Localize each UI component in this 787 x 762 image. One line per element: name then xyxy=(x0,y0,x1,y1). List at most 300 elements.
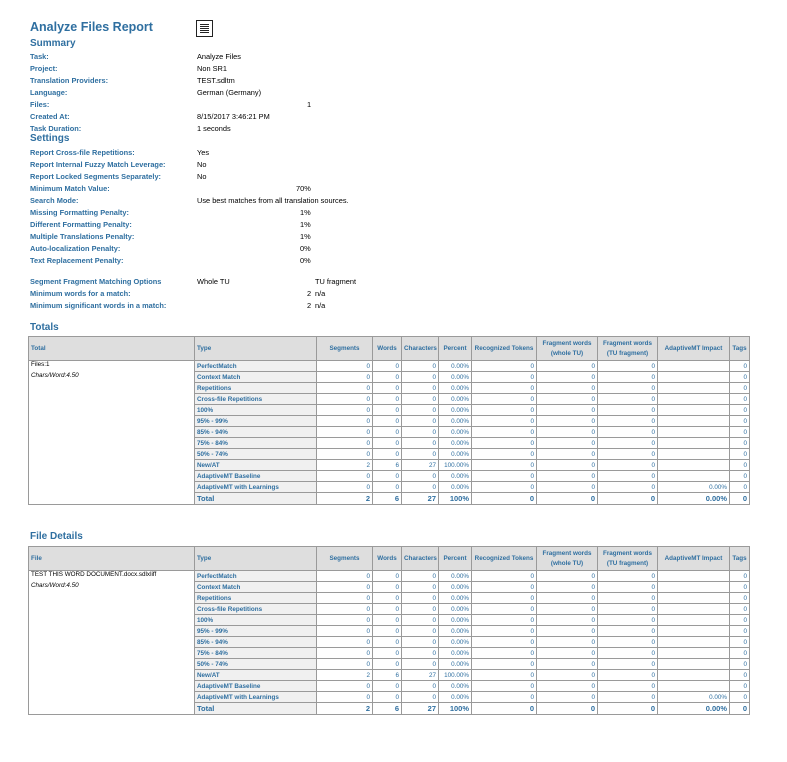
row-value-cell: 0 xyxy=(472,427,537,438)
row-value-cell: 0 xyxy=(472,604,537,615)
summary-value: 1 seconds xyxy=(197,124,231,133)
row-value-cell: 0.00% xyxy=(439,659,472,670)
row-value-cell: 0 xyxy=(730,626,750,637)
column-header: Type xyxy=(195,547,317,571)
total-value-cell: 0 xyxy=(730,493,750,505)
row-value-cell xyxy=(658,615,730,626)
row-value-cell xyxy=(658,427,730,438)
column-header: Segments xyxy=(317,547,373,571)
row-value-cell: 0 xyxy=(317,681,373,692)
row-type-cell: 95% - 99% xyxy=(195,416,317,427)
row-value-cell: 0 xyxy=(598,604,658,615)
file-details-chars-per-word-cell: Chars/Word:4.50 xyxy=(29,582,195,715)
row-value-cell: 0 xyxy=(402,383,439,394)
row-value-cell: 0 xyxy=(402,582,439,593)
row-value-cell: 0 xyxy=(730,648,750,659)
row-value-cell xyxy=(658,449,730,460)
row-value-cell: 0 xyxy=(373,626,402,637)
column-header: Fragment words (whole TU) xyxy=(537,547,598,571)
fragment-options-label: Segment Fragment Matching Options xyxy=(30,277,162,286)
row-value-cell: 0 xyxy=(730,615,750,626)
row-value-cell: 0 xyxy=(402,482,439,493)
fragment-option-tu-value: n/a xyxy=(315,289,326,298)
total-value-cell: 27 xyxy=(402,703,439,715)
file-details-table xyxy=(28,546,750,715)
row-value-cell: 0 xyxy=(402,394,439,405)
row-value-cell: 0 xyxy=(472,582,537,593)
row-value-cell: 0.00% xyxy=(439,626,472,637)
summary-value: 1 xyxy=(307,100,312,109)
row-value-cell: 0 xyxy=(317,648,373,659)
row-value-cell: 0.00% xyxy=(658,482,730,493)
row-value-cell: 0 xyxy=(317,626,373,637)
row-value-cell: 0 xyxy=(472,394,537,405)
row-value-cell xyxy=(658,582,730,593)
row-value-cell: 0 xyxy=(537,471,598,482)
row-value-cell: 0 xyxy=(373,593,402,604)
row-value-cell: 0 xyxy=(373,449,402,460)
row-value-cell: 0 xyxy=(730,582,750,593)
row-value-cell: 0 xyxy=(537,416,598,427)
row-type-cell: Repetitions xyxy=(195,383,317,394)
row-value-cell: 0 xyxy=(317,593,373,604)
column-header: Recognized Tokens xyxy=(472,337,537,361)
row-value-cell: 0 xyxy=(598,460,658,471)
row-type-cell: 100% xyxy=(195,615,317,626)
settings-value: 0% xyxy=(300,244,311,253)
row-value-cell: 0 xyxy=(537,482,598,493)
column-header: Words xyxy=(373,547,402,571)
row-value-cell: 0 xyxy=(598,659,658,670)
fragment-col-tu-fragment: TU fragment xyxy=(315,277,357,286)
total-value-cell: 27 xyxy=(402,493,439,505)
row-value-cell: 0 xyxy=(402,659,439,670)
settings-value: 70% xyxy=(296,184,311,193)
row-value-cell xyxy=(658,372,730,383)
row-value-cell: 0.00% xyxy=(439,615,472,626)
row-type-cell: 75% - 84% xyxy=(195,648,317,659)
row-value-cell: 0 xyxy=(472,593,537,604)
row-value-cell: 0 xyxy=(472,449,537,460)
row-value-cell: 0 xyxy=(537,571,598,582)
row-value-cell: 0.00% xyxy=(439,471,472,482)
row-value-cell: 0 xyxy=(472,615,537,626)
total-value-cell: 0 xyxy=(598,703,658,715)
row-value-cell: 0 xyxy=(472,637,537,648)
row-value-cell: 0 xyxy=(537,383,598,394)
table-row xyxy=(29,571,750,582)
row-value-cell: 0 xyxy=(373,471,402,482)
column-header: Characters xyxy=(402,337,439,361)
settings-value: Use best matches from all translation sources. xyxy=(197,196,349,205)
summary-value: German (Germany) xyxy=(197,88,262,97)
row-type-cell: AdaptiveMT with Learnings xyxy=(195,692,317,703)
row-value-cell: 0 xyxy=(317,372,373,383)
row-value-cell: 0 xyxy=(730,416,750,427)
row-value-cell: 0 xyxy=(730,659,750,670)
column-header: Recognized Tokens xyxy=(472,547,537,571)
row-value-cell: 0 xyxy=(730,438,750,449)
row-value-cell: 0 xyxy=(402,604,439,615)
row-value-cell: 0 xyxy=(537,692,598,703)
column-header: Segments xyxy=(317,337,373,361)
row-value-cell xyxy=(658,626,730,637)
row-value-cell: 0.00% xyxy=(439,416,472,427)
column-header: Characters xyxy=(402,547,439,571)
row-value-cell: 0 xyxy=(317,394,373,405)
row-value-cell: 6 xyxy=(373,670,402,681)
settings-value: Yes xyxy=(197,148,210,157)
row-value-cell: 0 xyxy=(373,681,402,692)
row-value-cell: 0 xyxy=(472,460,537,471)
row-value-cell: 0 xyxy=(373,615,402,626)
report-title: Analyze Files Report xyxy=(30,20,153,34)
settings-label: Report Internal Fuzzy Match Leverage: xyxy=(30,160,166,169)
row-value-cell: 0 xyxy=(730,427,750,438)
row-value-cell: 0 xyxy=(598,438,658,449)
row-value-cell: 0 xyxy=(402,405,439,416)
row-value-cell: 0 xyxy=(598,571,658,582)
row-type-cell: Cross-file Repetitions xyxy=(195,394,317,405)
row-value-cell: 0 xyxy=(537,460,598,471)
row-type-cell: 85% - 94% xyxy=(195,427,317,438)
column-header: AdaptiveMT Impact xyxy=(658,337,730,361)
row-value-cell: 0.00% xyxy=(439,637,472,648)
row-value-cell: 0 xyxy=(402,648,439,659)
fragment-option-tu-value: n/a xyxy=(315,301,326,310)
row-value-cell: 0 xyxy=(472,471,537,482)
row-value-cell: 0.00% xyxy=(439,571,472,582)
row-type-cell: PerfectMatch xyxy=(195,571,317,582)
row-value-cell: 0 xyxy=(598,372,658,383)
row-value-cell: 0 xyxy=(472,372,537,383)
row-value-cell: 0 xyxy=(730,449,750,460)
row-type-cell: 95% - 99% xyxy=(195,626,317,637)
settings-value: 1% xyxy=(300,208,311,217)
row-value-cell: 6 xyxy=(373,460,402,471)
row-value-cell: 0 xyxy=(373,582,402,593)
row-value-cell: 0 xyxy=(317,438,373,449)
row-type-cell: Total xyxy=(195,703,317,715)
row-value-cell: 0 xyxy=(402,692,439,703)
row-value-cell: 0 xyxy=(537,427,598,438)
row-value-cell: 0 xyxy=(373,405,402,416)
row-value-cell: 100.00% xyxy=(439,460,472,471)
row-value-cell: 0 xyxy=(730,681,750,692)
totals-name-cell: Files:1 xyxy=(29,361,195,372)
settings-label: Minimum Match Value: xyxy=(30,184,110,193)
row-value-cell: 0 xyxy=(598,471,658,482)
summary-label: Project: xyxy=(30,64,58,73)
row-value-cell: 0 xyxy=(537,648,598,659)
total-value-cell: 0.00% xyxy=(658,493,730,505)
row-value-cell: 100.00% xyxy=(439,670,472,681)
row-value-cell: 0 xyxy=(317,405,373,416)
row-value-cell: 0 xyxy=(402,471,439,482)
row-value-cell xyxy=(658,571,730,582)
summary-label: Created At: xyxy=(30,112,70,121)
row-value-cell: 0 xyxy=(317,604,373,615)
row-value-cell: 0.00% xyxy=(439,361,472,372)
column-header: Tags xyxy=(730,337,750,361)
row-value-cell: 0 xyxy=(317,659,373,670)
row-value-cell: 0 xyxy=(373,659,402,670)
row-value-cell: 0 xyxy=(730,604,750,615)
row-value-cell: 2 xyxy=(317,460,373,471)
row-value-cell: 0 xyxy=(317,692,373,703)
row-value-cell: 0 xyxy=(317,482,373,493)
row-value-cell: 0 xyxy=(472,482,537,493)
total-value-cell: 2 xyxy=(317,703,373,715)
row-type-cell: AdaptiveMT Baseline xyxy=(195,471,317,482)
totals-heading: Totals xyxy=(30,322,59,333)
column-header: AdaptiveMT Impact xyxy=(658,547,730,571)
file-details-name-cell: TEST THIS WORD DOCUMENT.docx.sdlxliff xyxy=(29,571,195,582)
row-value-cell: 0 xyxy=(472,383,537,394)
row-value-cell: 0 xyxy=(402,571,439,582)
row-value-cell: 0 xyxy=(537,449,598,460)
row-value-cell: 0 xyxy=(402,449,439,460)
row-value-cell: 0 xyxy=(730,460,750,471)
row-value-cell: 0 xyxy=(317,427,373,438)
row-value-cell: 0 xyxy=(598,692,658,703)
row-value-cell: 0.00% xyxy=(439,405,472,416)
row-value-cell: 0 xyxy=(373,637,402,648)
row-value-cell: 0 xyxy=(317,449,373,460)
row-value-cell: 0.00% xyxy=(658,692,730,703)
row-value-cell: 0 xyxy=(730,405,750,416)
row-value-cell: 0 xyxy=(537,582,598,593)
row-value-cell xyxy=(658,416,730,427)
row-value-cell: 0 xyxy=(598,416,658,427)
row-value-cell: 0 xyxy=(373,482,402,493)
row-value-cell: 0 xyxy=(730,394,750,405)
row-value-cell: 0 xyxy=(598,383,658,394)
row-value-cell: 0 xyxy=(317,637,373,648)
row-value-cell: 0 xyxy=(373,361,402,372)
column-header: Fragment words (whole TU) xyxy=(537,337,598,361)
row-type-cell: Cross-file Repetitions xyxy=(195,604,317,615)
totals-first-column-header: Total xyxy=(29,337,195,361)
row-value-cell: 0 xyxy=(730,361,750,372)
summary-value: Analyze Files xyxy=(197,52,241,61)
row-value-cell: 0 xyxy=(373,383,402,394)
row-value-cell: 0 xyxy=(730,471,750,482)
row-value-cell: 0 xyxy=(373,394,402,405)
fragment-option-whole-value: 2 xyxy=(307,289,312,298)
row-value-cell: 0 xyxy=(537,405,598,416)
fragment-option-label: Minimum significant words in a match: xyxy=(30,301,167,310)
row-type-cell: Context Match xyxy=(195,372,317,383)
row-value-cell: 0 xyxy=(598,626,658,637)
column-header: Fragment words (TU fragment) xyxy=(598,547,658,571)
row-value-cell: 0 xyxy=(598,482,658,493)
row-value-cell: 0 xyxy=(373,648,402,659)
settings-label: Report Locked Segments Separately: xyxy=(30,172,162,181)
table-row xyxy=(29,361,750,372)
settings-value: No xyxy=(197,160,207,169)
row-value-cell: 0.00% xyxy=(439,593,472,604)
row-value-cell: 0 xyxy=(317,361,373,372)
row-value-cell: 0 xyxy=(472,438,537,449)
column-header: Percent xyxy=(439,547,472,571)
row-value-cell: 0 xyxy=(598,405,658,416)
settings-label: Multiple Translations Penalty: xyxy=(30,232,135,241)
summary-label: Task: xyxy=(30,52,49,61)
settings-value: 1% xyxy=(300,232,311,241)
total-value-cell: 0.00% xyxy=(658,703,730,715)
row-value-cell: 0.00% xyxy=(439,692,472,703)
row-type-cell: Total xyxy=(195,493,317,505)
total-value-cell: 0 xyxy=(472,703,537,715)
row-value-cell: 0.00% xyxy=(439,482,472,493)
row-value-cell: 0.00% xyxy=(439,604,472,615)
row-value-cell: 0 xyxy=(402,372,439,383)
settings-value: 1% xyxy=(300,220,311,229)
row-value-cell: 0 xyxy=(537,637,598,648)
summary-label: Language: xyxy=(30,88,68,97)
column-header: Words xyxy=(373,337,402,361)
row-value-cell: 0 xyxy=(730,482,750,493)
fragment-option-whole-value: 2 xyxy=(307,301,312,310)
row-value-cell xyxy=(658,383,730,394)
summary-value: Non SR1 xyxy=(197,64,227,73)
row-value-cell: 0 xyxy=(598,394,658,405)
row-value-cell: 0 xyxy=(373,604,402,615)
row-value-cell xyxy=(658,659,730,670)
row-type-cell: AdaptiveMT with Learnings xyxy=(195,482,317,493)
row-value-cell: 0 xyxy=(472,571,537,582)
row-type-cell: Context Match xyxy=(195,582,317,593)
summary-value: TEST.sdltm xyxy=(197,76,235,85)
row-value-cell: 0 xyxy=(537,593,598,604)
total-value-cell: 100% xyxy=(439,703,472,715)
row-value-cell: 0 xyxy=(373,692,402,703)
row-value-cell: 0 xyxy=(373,427,402,438)
total-value-cell: 6 xyxy=(373,493,402,505)
row-value-cell: 0 xyxy=(730,372,750,383)
row-value-cell xyxy=(658,438,730,449)
row-value-cell xyxy=(658,460,730,471)
row-value-cell: 0 xyxy=(598,361,658,372)
row-value-cell: 0 xyxy=(537,626,598,637)
row-type-cell: Repetitions xyxy=(195,593,317,604)
row-value-cell: 0 xyxy=(402,681,439,692)
row-value-cell: 0 xyxy=(598,427,658,438)
row-value-cell: 0 xyxy=(537,670,598,681)
row-value-cell: 0 xyxy=(402,593,439,604)
row-value-cell xyxy=(658,681,730,692)
settings-label: Search Mode: xyxy=(30,196,79,205)
row-value-cell: 0 xyxy=(537,372,598,383)
fragment-col-whole-tu: Whole TU xyxy=(197,277,230,286)
row-value-cell: 0 xyxy=(472,659,537,670)
row-value-cell: 0.00% xyxy=(439,438,472,449)
row-value-cell: 0 xyxy=(730,571,750,582)
total-value-cell: 2 xyxy=(317,493,373,505)
column-header: Type xyxy=(195,337,317,361)
row-value-cell xyxy=(658,471,730,482)
row-type-cell: PerfectMatch xyxy=(195,361,317,372)
row-value-cell: 0 xyxy=(472,416,537,427)
summary-label: Task Duration: xyxy=(30,124,82,133)
column-header: Percent xyxy=(439,337,472,361)
row-value-cell: 0 xyxy=(730,692,750,703)
row-type-cell: New/AT xyxy=(195,670,317,681)
row-value-cell: 0 xyxy=(598,593,658,604)
settings-label: Missing Formatting Penalty: xyxy=(30,208,129,217)
row-value-cell: 0 xyxy=(373,571,402,582)
row-value-cell: 0.00% xyxy=(439,383,472,394)
row-value-cell: 0 xyxy=(730,637,750,648)
row-value-cell: 2 xyxy=(317,670,373,681)
row-value-cell: 0 xyxy=(598,615,658,626)
row-value-cell: 0.00% xyxy=(439,681,472,692)
row-value-cell: 0.00% xyxy=(439,394,472,405)
row-value-cell: 0 xyxy=(317,471,373,482)
total-value-cell: 6 xyxy=(373,703,402,715)
row-value-cell: 0 xyxy=(402,361,439,372)
row-type-cell: 75% - 84% xyxy=(195,438,317,449)
report-document-icon xyxy=(196,20,213,37)
row-value-cell: 0.00% xyxy=(439,427,472,438)
row-value-cell: 0 xyxy=(537,361,598,372)
row-value-cell xyxy=(658,670,730,681)
row-value-cell: 0 xyxy=(598,681,658,692)
row-value-cell: 0 xyxy=(472,626,537,637)
row-type-cell: AdaptiveMT Baseline xyxy=(195,681,317,692)
row-type-cell: 100% xyxy=(195,405,317,416)
row-value-cell xyxy=(658,648,730,659)
row-type-cell: 85% - 94% xyxy=(195,637,317,648)
row-value-cell xyxy=(658,394,730,405)
row-value-cell: 0 xyxy=(598,670,658,681)
row-value-cell: 0 xyxy=(402,615,439,626)
summary-label: Translation Providers: xyxy=(30,76,109,85)
settings-value: No xyxy=(197,172,207,181)
row-value-cell: 27 xyxy=(402,460,439,471)
row-value-cell xyxy=(658,593,730,604)
column-header: Fragment words (TU fragment) xyxy=(598,337,658,361)
row-value-cell: 0 xyxy=(317,582,373,593)
row-value-cell: 0 xyxy=(472,648,537,659)
settings-value: 0% xyxy=(300,256,311,265)
row-value-cell: 0.00% xyxy=(439,372,472,383)
row-value-cell xyxy=(658,361,730,372)
row-value-cell: 0 xyxy=(317,383,373,394)
row-value-cell: 0 xyxy=(472,692,537,703)
row-value-cell: 0 xyxy=(537,604,598,615)
row-value-cell xyxy=(658,405,730,416)
row-value-cell: 0 xyxy=(598,648,658,659)
row-value-cell: 0 xyxy=(598,637,658,648)
row-value-cell: 0 xyxy=(402,427,439,438)
row-type-cell: 50% - 74% xyxy=(195,659,317,670)
row-value-cell: 0 xyxy=(730,383,750,394)
file-details-first-column-header: File xyxy=(29,547,195,571)
row-value-cell: 0 xyxy=(402,637,439,648)
row-value-cell: 0.00% xyxy=(439,449,472,460)
row-value-cell xyxy=(658,637,730,648)
row-value-cell: 0 xyxy=(598,449,658,460)
row-value-cell: 0 xyxy=(537,659,598,670)
row-value-cell: 0 xyxy=(373,438,402,449)
column-header: Tags xyxy=(730,547,750,571)
total-value-cell: 0 xyxy=(537,703,598,715)
table-row xyxy=(29,372,750,383)
row-value-cell: 0 xyxy=(472,681,537,692)
row-value-cell: 0 xyxy=(472,405,537,416)
